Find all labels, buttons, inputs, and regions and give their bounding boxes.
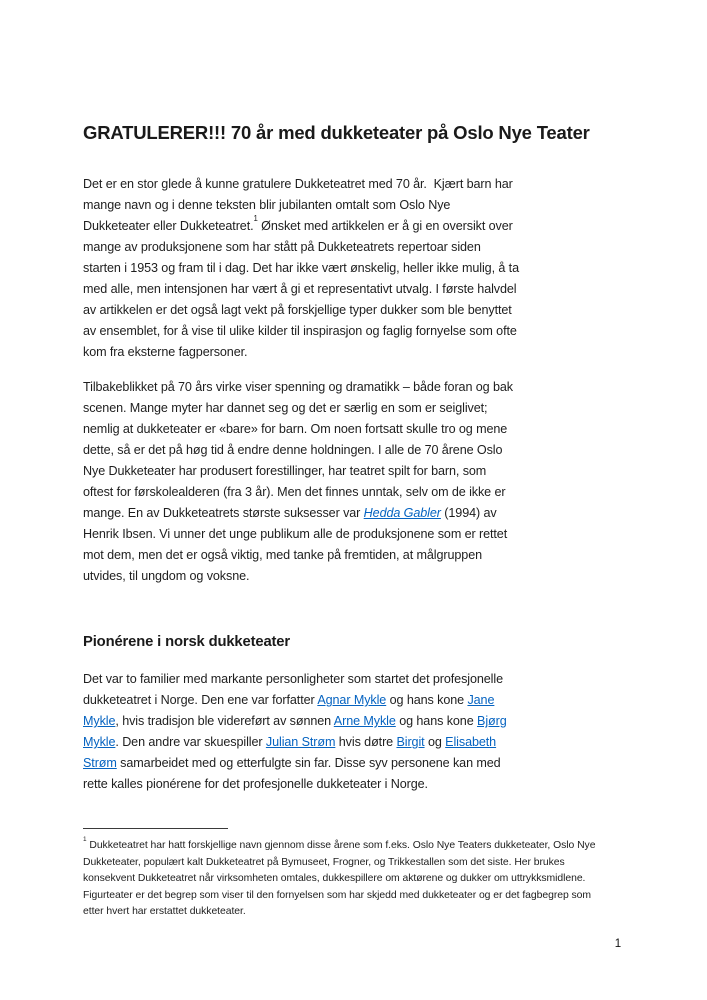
text-line [83, 440, 513, 461]
text-line [83, 545, 513, 566]
text-line [83, 377, 513, 398]
text-line [83, 419, 513, 440]
text-run: Figurteater er det begrep som viser til den fornyelsen som har skjedd med dukketeater og er det fagbegrep som [83, 889, 592, 901]
text-line [83, 669, 507, 690]
text-run: Dukketeater eller Dukketeatret. [83, 219, 254, 233]
text-run: Det er en stor glede å kunne gratulere Dukketeatret med 70 år. Kjært barn har [83, 177, 513, 191]
footnote-reference: 1 [253, 214, 258, 224]
text-run: mange av produksjonene som har stått på Dukketeatrets repertoar siden [83, 240, 481, 254]
text-line [83, 871, 595, 888]
text-run: Tilbakeblikket på 70 års virke viser spenning og dramatikk – både foran og bak [83, 380, 513, 394]
text-line [83, 855, 595, 872]
text-line [83, 461, 513, 482]
text-run: Det var to familier med markante personligheter som startet det profesjonelle [83, 672, 503, 686]
text-run: rette kalles pionérene for det profesjonelle dukketeater i Norge. [83, 777, 428, 791]
footnote-separator [83, 828, 228, 829]
footnote-text [83, 835, 596, 921]
text-run: samarbeidet med og etterfulgte sin far. Disse syv personene kan med [116, 756, 501, 770]
link-hedda-gabler[interactable]: Hedda Gabler [363, 506, 441, 520]
section-heading-pioneers: Pionérene i norsk dukketeater [83, 634, 290, 651]
link-agnar-mykle[interactable]: Agnar Mykle [317, 693, 387, 707]
text-run: av ensemblet, for å vise til ulike kilder til inspirasjon og faglig fornyelse som ofte [83, 324, 517, 338]
text-run: Ønsket med artikkelen er å gi en oversikt over [257, 219, 513, 233]
text-run: dette, så er det på høg tid å endre denne holdningen. I alle de 70 årene Oslo [83, 443, 503, 457]
text-line [83, 279, 519, 300]
text-line [83, 195, 519, 216]
footnote-reference: 1 [83, 835, 87, 843]
text-run: kom fra eksterne fagpersoner. [83, 345, 248, 359]
text-run: oftest for førskolealderen (fra 3 år). Men det finnes unntak, selv om de ikke er [83, 485, 506, 499]
link-mykle[interactable]: Mykle [83, 714, 116, 728]
paragraph-pioneers [83, 669, 507, 795]
text-line [83, 503, 513, 524]
text-line [83, 732, 507, 753]
text-line [83, 835, 596, 855]
text-line [83, 482, 513, 503]
text-line [83, 342, 519, 363]
text-line [83, 174, 519, 195]
page-number: 1 [614, 938, 622, 950]
text-line [83, 566, 513, 587]
text-run: starten i 1953 og fram til i dag. Det har ikke vært ønskelig, heller ikke mulig, å ta [83, 261, 519, 275]
text-line [83, 904, 595, 921]
text-run: hvis døtre [335, 735, 397, 749]
text-run: og hans kone [386, 693, 468, 707]
text-line [83, 398, 513, 419]
link-julian-strøm[interactable]: Julian Strøm [265, 735, 336, 749]
text-run: mange. En av Dukketeatrets største suksesser var [83, 506, 364, 520]
text-run: Henrik Ibsen. Vi unner det unge publikum alle de produksjonene som er rettet [83, 527, 508, 541]
link-strøm[interactable]: Strøm [83, 756, 117, 770]
text-line [83, 774, 507, 795]
text-run: mange navn og i denne teksten blir jubilanten omtalt som Oslo Nye [83, 198, 451, 212]
text-line [83, 690, 507, 711]
text-run: nemlig at dukketeater er «bare» for barn. Om noen fortsatt skulle tro og mene [83, 422, 508, 436]
text-run: av artikkelen er det også lagt vekt på forskjellige typer dukker som ble benyttet [83, 303, 512, 317]
text-run: og hans kone [395, 714, 478, 728]
link-bjørg[interactable]: Bjørg [477, 714, 507, 728]
text-run: etter hvert har erstattet dukketeater. [83, 906, 246, 917]
text-run: mot dem, men det er også viktig, med tanke på fremtiden, at målgruppen [83, 548, 483, 562]
text-run: konsekvent Dukketeatret når virksomheten omtales, dukkespillere om aktørene og dukker om uttrykksmidlene. [83, 873, 586, 884]
document-title: GRATULERER!!! 70 år med dukketeater på Oslo Nye Teater [83, 122, 590, 144]
text-line [83, 888, 595, 905]
paragraph-retrospect [83, 377, 513, 587]
text-run: , hvis tradisjon ble videreført av sønnen [115, 714, 334, 728]
text-line [83, 711, 507, 732]
link-jane[interactable]: Jane [467, 693, 495, 707]
link-arne-mykle[interactable]: Arne Mykle [333, 714, 396, 728]
paragraph-intro [83, 174, 519, 363]
text-line [83, 216, 519, 237]
text-run: og [424, 735, 446, 749]
text-run: Dukketeater, populært kalt Dukketeatret på Bymuseet, Frogner, og Trikkestallen som det siste. Her brukes [83, 856, 565, 868]
text-line [83, 524, 513, 545]
text-line [83, 237, 519, 258]
text-run: (1994) av [440, 506, 497, 520]
link-birgit[interactable]: Birgit [396, 735, 425, 749]
text-run: scenen. Mange myter har dannet seg og det er særlig en som er seiglivet; [83, 401, 488, 415]
text-run: Nye Dukketeater har produsert forestillinger, har teatret spilt for barn, som [83, 464, 487, 478]
text-run: . Den andre var skuespiller [115, 735, 266, 749]
text-line [83, 321, 519, 342]
link-elisabeth[interactable]: Elisabeth [445, 735, 497, 749]
text-line [83, 300, 519, 321]
text-line [83, 753, 507, 774]
text-run: dukketeatret i Norge. Den ene var forfatter [83, 693, 318, 707]
text-run: Dukketeatret har hatt forskjellige navn gjennom disse årene som f.eks. Oslo Nye Teaters dukketeater, Oslo Nye [86, 840, 596, 851]
link-mykle[interactable]: Mykle [83, 735, 116, 749]
text-run: med alle, men intensjonen har vært å gi et representativt utvalg. I første halvdel [83, 282, 517, 296]
text-run: utvides, til ungdom og voksne. [83, 569, 250, 583]
text-line [83, 258, 519, 279]
